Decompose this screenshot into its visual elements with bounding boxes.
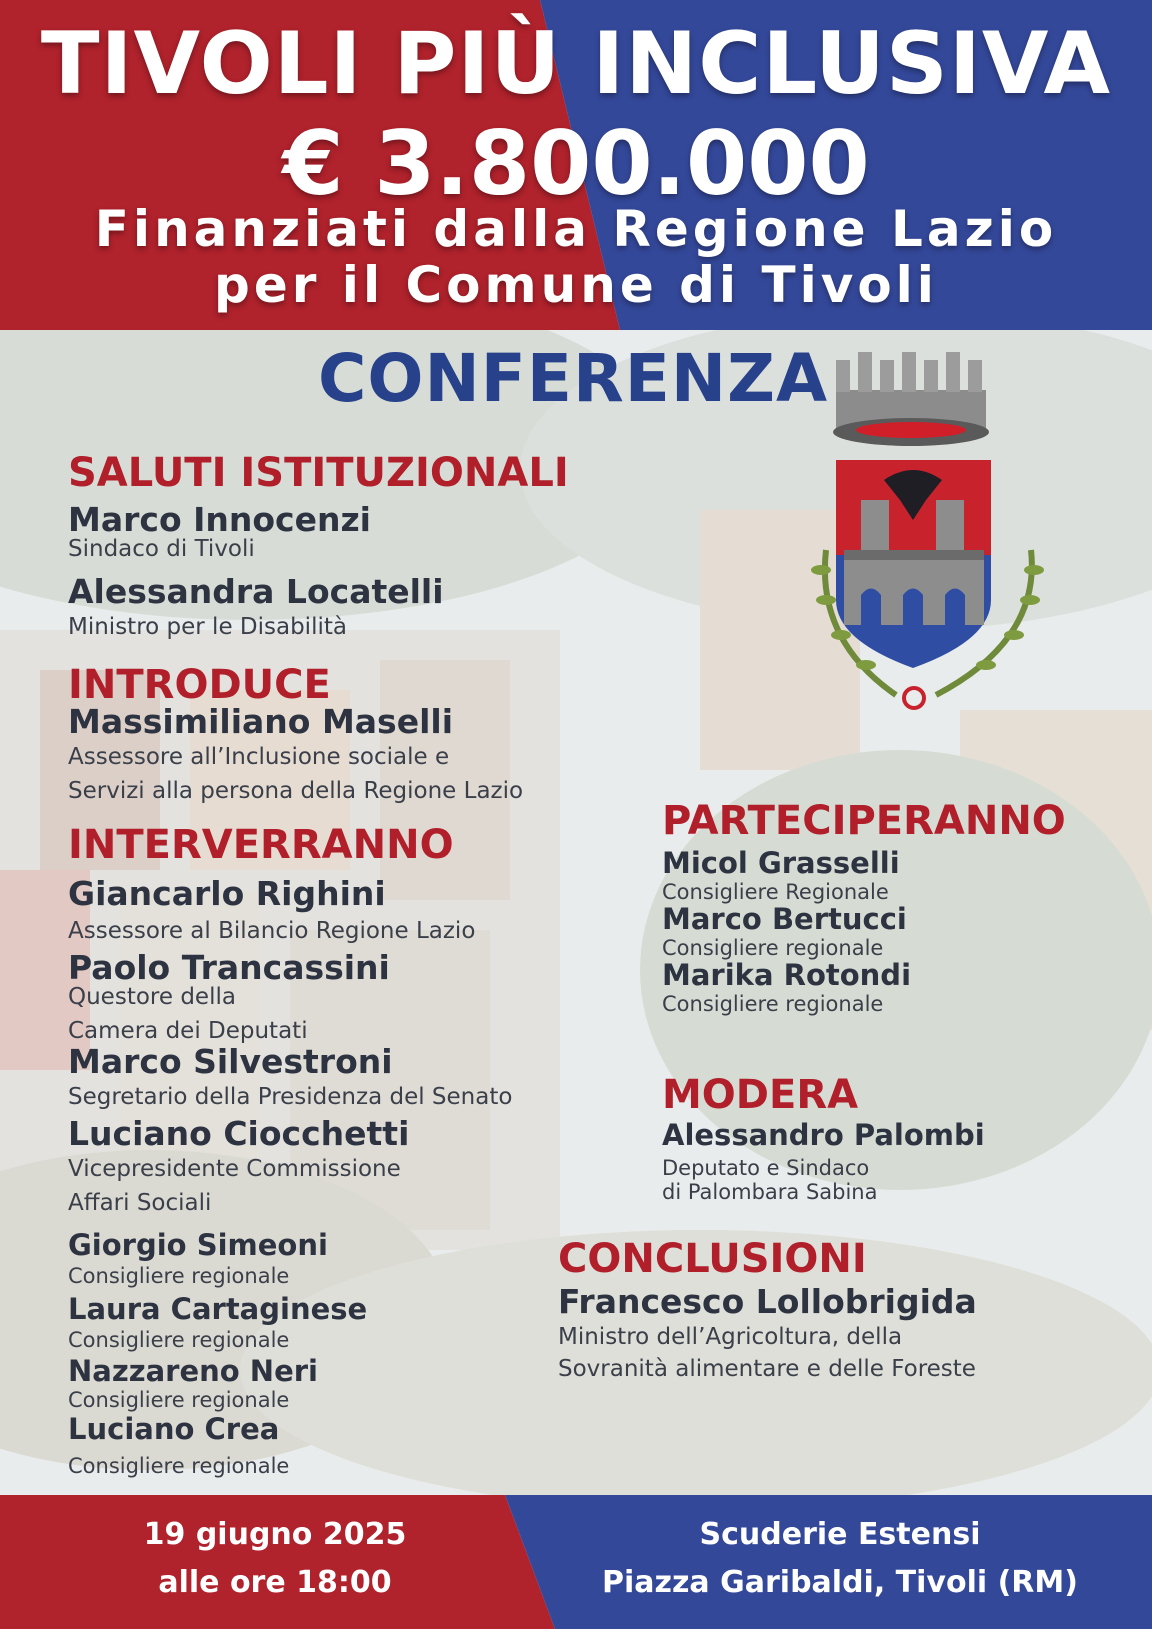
event-address: Piazza Garibaldi, Tivoli (RM) [602, 1565, 1078, 1600]
footer-background [0, 1495, 1152, 1629]
speaker-name: Francesco Lollobrigida [558, 1282, 977, 1321]
poster-header [0, 0, 1152, 330]
speaker-name: Massimiliano Maselli [68, 702, 454, 741]
speaker-name: Micol Grasselli [662, 846, 900, 880]
speaker-role: Consigliere regionale [68, 1454, 290, 1478]
speaker-role-line-1: Questore della [68, 984, 236, 1010]
speaker-name: Marco Bertucci [662, 902, 907, 936]
poster-footer [0, 1495, 1152, 1629]
speaker-role: Consigliere Regionale [662, 880, 889, 904]
speaker-role-line-1: Ministro dell’Agricoltura, della [558, 1324, 903, 1350]
speaker-role-line-1: Deputato e Sindaco [662, 1156, 870, 1180]
speaker-role: Consigliere regionale [662, 992, 884, 1016]
speaker-name: Laura Cartaginese [68, 1292, 368, 1326]
speaker-name: Marco Innocenzi [68, 500, 371, 539]
speaker-role: Ministro per le Disabilità [68, 614, 347, 640]
speaker-role: Consigliere regionale [68, 1264, 290, 1288]
speaker-name: Marika Rotondi [662, 958, 912, 992]
speaker-name: Alessandra Locatelli [68, 572, 444, 611]
speaker-name: Alessandro Palombi [662, 1118, 985, 1152]
speaker-role-line-1: Assessore all’Inclusione sociale e [68, 744, 450, 770]
speaker-role: Consigliere regionale [662, 936, 884, 960]
section-title-saluti: SALUTI ISTITUZIONALI [68, 450, 569, 496]
speaker-role-line-1: Vicepresidente Commissione [68, 1156, 401, 1182]
speaker-name: Paolo Trancassini [68, 948, 390, 987]
speaker-role: Consigliere regionale [68, 1328, 290, 1352]
event-venue: Scuderie Estensi [699, 1517, 981, 1552]
speaker-role-line-2: Affari Sociali [68, 1190, 212, 1216]
speaker-role-line-2: Sovranità alimentare e delle Foreste [558, 1356, 976, 1382]
section-title-modera: MODERA [662, 1072, 859, 1118]
section-title-parteciperanno: PARTECIPERANNO [662, 798, 1066, 844]
event-time: alle ore 18:00 [158, 1565, 392, 1600]
section-title-conclusioni: CONCLUSIONI [558, 1236, 867, 1282]
funding-amount: € 3.800.000 [282, 112, 870, 215]
poster-title: TIVOLI PIÙ INCLUSIVA [40, 14, 1112, 114]
speaker-name: Nazzareno Neri [68, 1354, 318, 1388]
subtitle-line-2: per il Comune di Tivoli [214, 256, 938, 314]
speaker-name: Giancarlo Righini [68, 874, 386, 913]
section-title-interverranno: INTERVERRANNO [68, 822, 454, 868]
speaker-name: Luciano Ciocchetti [68, 1114, 410, 1153]
event-date: 19 giugno 2025 [143, 1517, 407, 1552]
event-type-heading: CONFERENZA [318, 340, 829, 417]
subtitle-line-1: Finanziati dalla Regione Lazio [94, 200, 1058, 258]
section-title-introduce: INTRODUCE [68, 662, 331, 708]
speaker-role: Sindaco di Tivoli [68, 536, 255, 562]
speaker-name: Marco Silvestroni [68, 1042, 393, 1081]
speaker-role: Consigliere regionale [68, 1388, 290, 1412]
tivoli-coat-of-arms-icon [786, 350, 1086, 750]
speaker-role-line-2: Servizi alla persona della Regione Lazio [68, 778, 524, 804]
speaker-role: Assessore al Bilancio Regione Lazio [68, 918, 476, 944]
speaker-role-line-2: Camera dei Deputati [68, 1018, 308, 1044]
speaker-role: Segretario della Presidenza del Senato [68, 1084, 513, 1110]
speaker-role-line-2: di Palombara Sabina [662, 1180, 878, 1204]
speaker-name: Giorgio Simeoni [68, 1228, 328, 1262]
speaker-name: Luciano Crea [68, 1412, 280, 1446]
